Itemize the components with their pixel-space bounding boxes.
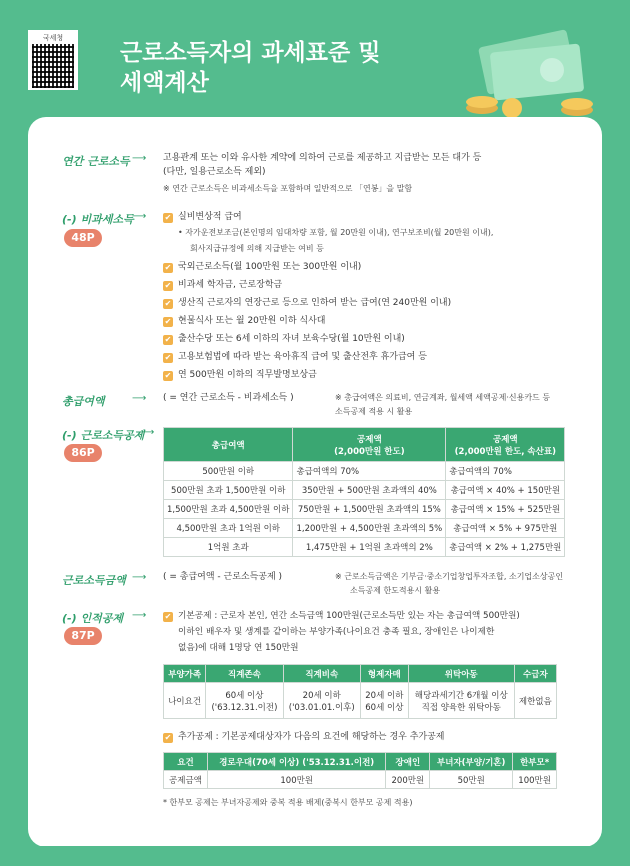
col-header: 한부모* [513, 753, 557, 771]
basic-deduction-line-3: 없음)에 대해 1명당 연 150만원 [178, 643, 299, 653]
col-header: 형제자매 [360, 665, 408, 683]
table-row [164, 481, 565, 500]
qr-pattern-icon [32, 44, 74, 88]
check-icon [163, 299, 173, 309]
table-cell: 100만원 [513, 771, 557, 789]
table-cell: 4,500만원 초과 1억원 이하 [164, 519, 293, 538]
table-cell [206, 683, 283, 719]
check-icon [163, 281, 173, 291]
arrow-icon: ⟶ [132, 572, 147, 583]
cell-line: ('03.01.01.이후) [288, 702, 355, 713]
annual-income-note: ※ 연간 근로소득은 비과세소득을 포함하며 일반적으로 「연봉」을 말함 [163, 184, 413, 193]
title-line-2: 세액계산 [120, 70, 209, 96]
nontaxable-sub-1: • 자가운전보조금(본인명의 임대차량 포함, 월 20만원 이내), 연구보조비(월 20만원 이내), [178, 228, 494, 237]
table-cell: 1억원 초과 [164, 538, 293, 557]
gross-pay-note-2: 소득공제 적용 시 활용 [335, 407, 413, 416]
table-cell: 총급여액 × 5% + 975만원 [446, 519, 565, 538]
cell-line: 20세 이하 [365, 690, 404, 701]
col-header: 위탁아동 [408, 665, 514, 683]
table-cell: 1,200만원 + 4,500만원 초과액의 5% [293, 519, 446, 538]
table-cell: 200만원 [386, 771, 430, 789]
table-row [164, 683, 557, 719]
page-title [120, 38, 380, 98]
table-cell: 총급여액 × 40% + 150만원 [446, 481, 565, 500]
arrow-icon: ⟶ [132, 211, 147, 222]
cell-line: 직접 양육한 위탁아동 [421, 702, 501, 713]
earned-income-note-2: 소득공제 한도적용시 활용 [350, 586, 441, 595]
table-cell: 제한없음 [514, 683, 556, 719]
table-cell [408, 683, 514, 719]
table-cell: 1,500만원 초과 4,500만원 이하 [164, 500, 293, 519]
arrow-icon: ⟶ [132, 610, 147, 621]
nontaxable-item: 실비변상적 급여 [178, 212, 242, 222]
nontaxable-item: 고용보험법에 따라 받는 육아휴직 급여 및 출산전후 휴가급여 등 [178, 352, 427, 362]
table-cell: 50만원 [430, 771, 513, 789]
col-header: 직계비속 [283, 665, 360, 683]
gross-pay-note-1: ※ 총급여액은 의료비, 연금계좌, 월세액 세액공제·신용카드 등 [335, 393, 551, 402]
check-icon [163, 213, 173, 223]
table-cell [283, 683, 360, 719]
col-header: 장애인 [386, 753, 430, 771]
check-icon [163, 371, 173, 381]
col-header: 직계존속 [206, 665, 283, 683]
col-header: 수급자 [514, 665, 556, 683]
earned-income-note-1: ※ 근로소득금액은 기부금·중소기업창업투자조합, 소기업소상공인 [335, 572, 564, 581]
cell-line: 60세 이상 [225, 690, 264, 701]
nontaxable-item: 연 500만원 이하의 직무발명보상금 [178, 370, 317, 380]
table-cell: 500만원 초과 1,500만원 이하 [164, 481, 293, 500]
table-row [164, 462, 565, 481]
nontaxable-label: (-) 비과세소득 [62, 213, 134, 226]
nontaxable-item: 출산수당 또는 6세 이하의 자녀 보육수당(월 10만원 이내) [178, 334, 405, 344]
table-cell: 100만원 [207, 771, 386, 789]
table-cell: 총급여액의 70% [446, 462, 565, 481]
gross-pay-label: 총급여액 [62, 395, 105, 408]
basic-deduction-line-1: 기본공제 : 근로자 본인, 연간 소득금액 100만원(근로소득만 있는 자는 총급여액 500만원) [178, 611, 520, 621]
table-cell: 나이요건 [164, 683, 206, 719]
gross-pay-formula: ( = 연간 근로소득 - 비과세소득 ) [163, 393, 294, 403]
table-cell: 350만원 + 500만원 초과액의 40% [293, 481, 446, 500]
additional-deduction-table [163, 752, 557, 789]
header-banner [0, 0, 630, 130]
footnote: * 한부모 공제는 부녀자공제와 중복 적용 배제(중복시 한부모 공제 적용) [163, 798, 413, 807]
earned-deduction-label: (-) 근로소득공제 [62, 429, 145, 442]
nontaxable-item: 생산직 근로자의 연장근로 등으로 인하여 받는 급여(연 240만원 이내) [178, 298, 452, 308]
nontaxable-item: 비과세 학자금, 근로장학금 [178, 280, 283, 290]
table-cell: 500만원 이하 [164, 462, 293, 481]
annual-income-desc: 고용관계 또는 이와 유사한 계약에 의하여 근로를 제공하고 지급받는 모든 대가 등 [163, 153, 482, 163]
money-illustration-icon [452, 28, 602, 123]
cell-line: 해당과세기간 6개월 이상 [414, 690, 508, 701]
check-icon [163, 335, 173, 345]
table-row [164, 500, 565, 519]
annual-income-label: 연간 근로소득 [62, 155, 130, 168]
personal-deduction-label: (-) 인적공제 [62, 612, 123, 625]
col-header: 부녀자(부양/기혼) [430, 753, 513, 771]
table-cell: 총급여액의 70% [293, 462, 446, 481]
check-icon [163, 612, 173, 622]
col-header: 공제액 (2,000만원 한도) [293, 428, 446, 462]
arrow-icon: ⟶ [140, 427, 155, 438]
check-icon [163, 353, 173, 363]
qr-code[interactable] [28, 30, 78, 90]
table-cell: 총급여액 × 15% + 525만원 [446, 500, 565, 519]
page-ref-48[interactable]: 48P [64, 229, 102, 247]
arrow-icon: ⟶ [132, 153, 147, 164]
check-icon [163, 263, 173, 273]
page-ref-86[interactable]: 86P [64, 444, 102, 462]
additional-deduction-text: 추가공제 : 기본공제대상자가 다음의 요건에 해당하는 경우 추가공제 [178, 732, 445, 742]
col-header: 요건 [164, 753, 208, 771]
table-row [164, 519, 565, 538]
cell-line: 20세 이하 [302, 690, 341, 701]
bottom-bar [0, 846, 630, 866]
col-header: 부양가족 [164, 665, 206, 683]
page-ref-87[interactable]: 87P [64, 627, 102, 645]
col-header: 공제액 (2,000만원 한도, 속산표) [446, 428, 565, 462]
col-header: 총급여액 [164, 428, 293, 462]
arrow-icon: ⟶ [132, 393, 147, 404]
table-cell [360, 683, 408, 719]
check-icon [163, 733, 173, 743]
check-icon [163, 317, 173, 327]
nontaxable-item: 현물식사 또는 월 20만원 이하 식사대 [178, 316, 326, 326]
col-header: 경로우대(70세 이상) ('53.12.31.이전) [207, 753, 386, 771]
table-row [164, 538, 565, 557]
earned-income-formula: ( = 총급여액 - 근로소득공제 ) [163, 572, 283, 582]
table-cell: 총급여액 × 2% + 1,275만원 [446, 538, 565, 557]
basic-deduction-table [163, 664, 557, 719]
title-line-1: 근로소득자의 과세표준 및 [120, 40, 381, 66]
table-row [164, 771, 557, 789]
nontaxable-sub-2: 회사지급규정에 의해 지급받는 여비 등 [190, 244, 324, 253]
earned-income-label: 근로소득금액 [62, 574, 126, 587]
table-cell: 1,475만원 + 1억원 초과액의 2% [293, 538, 446, 557]
table-cell: 공제금액 [164, 771, 208, 789]
nontaxable-item: 국외근로소득(월 100만원 또는 300만원 이내) [178, 262, 362, 272]
basic-deduction-line-2: 이하인 배우자 및 생계를 같이하는 부양가족(나이요건 충족 필요, 장애인은 나이제한 [178, 627, 495, 637]
cell-line: 60세 이상 [365, 702, 404, 713]
earned-deduction-table [163, 427, 565, 557]
cell-line: ('63.12.31.이전) [211, 702, 278, 713]
annual-income-desc-2: (다만, 일용근로소득 제외) [163, 167, 266, 177]
table-cell: 750만원 + 1,500만원 초과액의 15% [293, 500, 446, 519]
qr-label: 국세청 [42, 34, 64, 42]
